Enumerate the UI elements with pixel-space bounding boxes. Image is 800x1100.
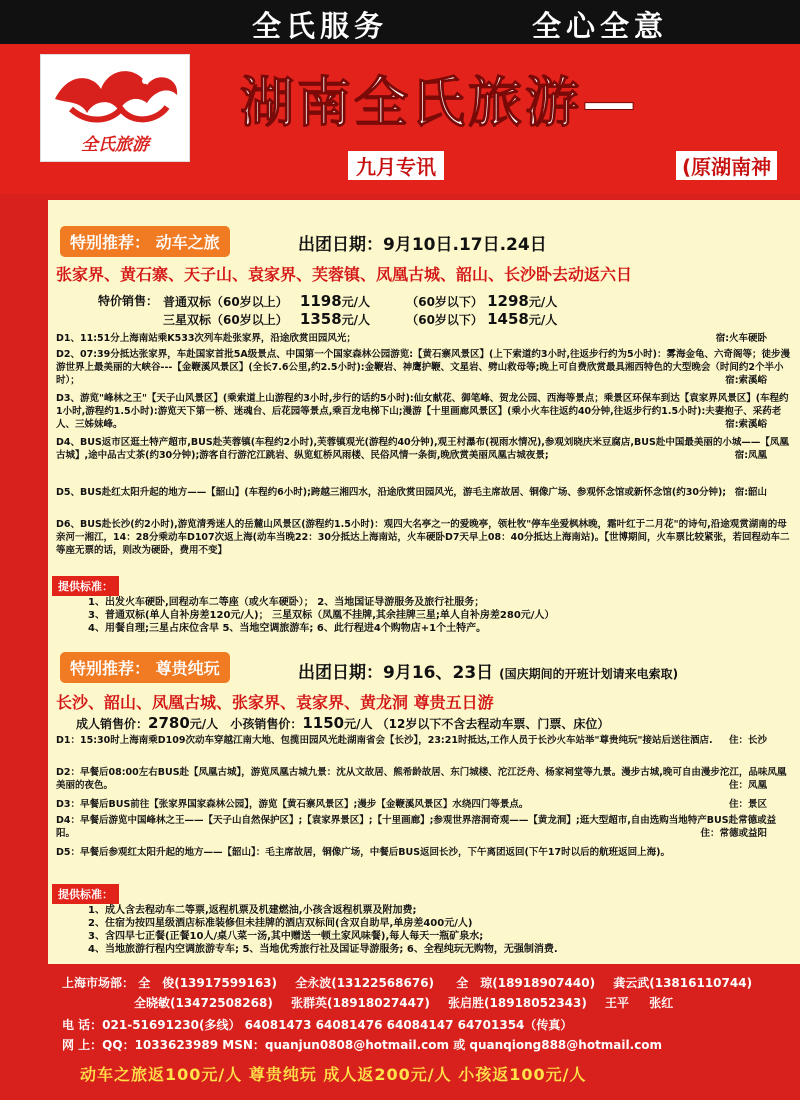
itinerary-day: D2：早餐后08:00左右BUS赴【凤凰古城】，游览凤凰古城九景：沈从文故居、熊希龄故居、东门城楼、沱江泛舟、杨家祠堂等九景。漫步古城,晚可自由漫步沱江，品味凤凰美丽的夜色。 住：凤凰 <box>56 767 787 791</box>
price-row-1: 普通双标（60岁以上） 1198元/人 （60岁以下） 1298元/人 <box>163 292 558 310</box>
section2-provide-list: 1、成人含去程动车二等票,返程机票及机建燃油,小孩含返程机票及附加费; 2、住宿为按四星级酒店标准装修但未挂牌的酒店双标间(含双自助早,单房差400元/人) 3、含四早七正餐(正餐10人/桌八菜一汤,其中赠送一顿土家风味餐),每人每天一瓶矿泉水; 4、当地旅游行程内空调旅游专车; 5、当地优秀旅行社及国证导游服务; 6、全程纯玩无购物，无强制消费. <box>88 905 558 955</box>
itinerary-day: D5：早餐后参观红太阳升起的地方——【韶山】：毛主席故居，铜像广场，中餐后BUS返回长沙，下午离团返回(下午17时以后的航班返回上海)。 <box>56 847 670 858</box>
section2-date: 出团日期：9月16、23日 (国庆期间的开班计划请来电索取) <box>298 663 679 683</box>
itinerary-day: D2、07:39分抵达张家界，车赴国家首批5A级景点、中国第一个国家森林公园游览:【黄石寨风景区】(上下索道约3小时,往返步行约为5小时)：雾海金龟、六奇阁等；徒步漫游世界上最美丽的大峡谷---【金鞭溪风景区】(全长7.6公里,约2.5小时):金鞭岩、神鹰护鞭、文星岩、劈山救母等;晚上可自费欣赏最具湘西特色的大型晚会（时间约2个半小时）； 宿:索溪峪 <box>56 349 791 386</box>
section2-route: 长沙、韶山、凤凰古城、张家界、袁家界、黄龙洞 尊贵五日游 <box>56 693 494 712</box>
section2-prices: 成人销售价：2780元/人 小孩销售价：1150元/人 （12岁以下不含去程动车票、门票、床位） <box>76 714 610 732</box>
itinerary-panel <box>48 200 800 964</box>
itinerary-day: D3、游览"峰林之王"【天子山风景区】(乘索道上山游程约3小时,步行的话约5小时):仙女献花、御笔峰、贺龙公园、西海等景点；乘景区环保车到达【袁家界风景区】(车程约1小时,游程约1.5小时):游览天下第一桥、迷魂台、后花园等景点,乘百龙电梯下山;漫游【十里画廊风景区】(乘小火车往返约40分钟,往返步行约1.5小时):夫妻抱子、采药老人、三姊妹峰。 宿:索溪峪 <box>56 393 789 430</box>
itinerary-day: D1、11:51分上海南站乘K533次列车赴张家界，沿途欣赏田园风光； 宿:火车硬卧 <box>56 333 767 344</box>
itinerary-day: D1：15:30时上海南乘D109次动车穿越江南大地、包揽田园风光赴湖南省会【长沙】，23:21时抵达,工作人员于长沙火车站举"尊贵纯玩"接站后送往酒店. 住：长沙 <box>56 735 767 746</box>
slogan-right: 全心全意 <box>532 9 669 43</box>
itinerary-day: D5、BUS赴红太阳升起的地方——【韶山】(车程约6小时);跨越三湘四水，沿途欣赏田园风光，游毛主席故居、铜像广场、参观怀念馆或新怀念馆(约30分钟); 宿:韶山 <box>56 487 767 498</box>
contact-footer <box>0 966 800 1100</box>
itinerary-day: D4：早餐后游览中国峰林之王——【天子山自然保护区】;【袁家界景区】;【十里画廊】;参观世界溶洞奇观——【黄龙洞】;逛大型超市,自由选购当地特产BUS赴常德或益阳。 住：常德或益阳 <box>56 815 777 839</box>
price-row-2: 三星双标（60岁以上） 1358元/人 （60岁以下） 1458元/人 <box>163 310 558 328</box>
itinerary-day: D3：早餐后BUS前往【张家界国家森林公园】，游览【黄石寨风景区】;漫步【金鞭溪风景区】水绕四门等景点。 住：景区 <box>56 799 767 810</box>
itinerary-day: D4、BUS返市区逛土特产超市,BUS赴芙蓉镇(车程约2小时),芙蓉镇观光(游程约40分钟),观王村瀑布(视雨水情况),参观刘晓庆米豆腐店,BUS赴中国最美丽的小城——【凤凰古城】,途中品古丈茶(约30分钟);游客自行游沱江跳岩、纵览虹桥风雨楼、民俗风情一条街,晚欣赏美丽凤凰古城夜景; 宿:凤凰 <box>56 437 789 461</box>
section1-price-label: 特价销售： <box>98 294 159 308</box>
itinerary-day: D6、BUS赴长沙(约2小时),游览清秀迷人的岳麓山风景区(游程约1.5小时)：观四大名亭之一的爱晚亭，领杜牧"停车坐爱枫林晚，霜叶红于二月花"的诗句,沿途观赏湖南的母亲河一湘江，14：28分乘动车D107次返上海(动车当晚22：30分抵达上海南站，火车硬卧D7天早上08：40分抵达上海南站)。【世博期间，火车票比较紧张，若回程动车二等座无票的话，则改为硬卧，费用不变】 <box>56 519 790 556</box>
section2-tag: 特别推荐： 尊贵纯玩 <box>60 652 230 683</box>
contact-row-1: 上海市场部： 全 俊(13917599163) 全永波(13122568676) 全 琼(18918907440) 龚云武(13816110744) <box>62 976 753 990</box>
section1-date: 出团日期：9月10日.17日.24日 <box>298 235 547 255</box>
phone-line: 电 话：021-51691230(多线） 64081473 64081476 64084147 64701354（传真） <box>62 1018 573 1032</box>
company-logo <box>40 54 190 162</box>
slogan-left: 全氏服务 <box>252 9 389 43</box>
web-line: 网 上：QQ：1033623989 MSN：quanjun0808@hotmail.com 或 quanqiong888@hotmail.com <box>62 1038 663 1052</box>
header <box>0 44 800 194</box>
top-slogan-bar <box>0 0 800 44</box>
contact-row-2: 全晓敏(13472508268) 张群英(18918027447) 张启胜(18918052343) 王平 张红 <box>134 996 674 1010</box>
section1-provide-tag: 提供标准： <box>52 576 119 596</box>
section1-route: 张家界、黄石寨、天子山、袁家界、芙蓉镇、凤凰古城、韶山、长沙卧去动返六日 <box>56 265 633 284</box>
section2-provide-tag: 提供标准： <box>52 884 119 904</box>
section1-provide-list: 1、出发火车硬卧,回程动车二等座（或火车硬卧）； 2、当地国证导游服务及旅行社服务； 3、普通双标(单人自补房差120元/人)； 三星双标（凤凰不挂牌,其余挂牌三星;单人自补房差280元/人） 4、用餐自理;三星占床位含早 5、当地空调旅游车; 6、此行程进4个购物店+1个土特产。 <box>88 597 555 634</box>
logo-caption: 全氏旅游 <box>81 135 149 155</box>
issue-label: 九月专讯 <box>348 151 444 180</box>
rebate-line: 动车之旅返100元/人 尊贵纯玩 成人返200元/人 小孩返100元/人 <box>80 1065 587 1084</box>
former-name-label: (原湖南神 <box>676 151 777 180</box>
company-title: 湖南全氏旅游— <box>240 71 639 134</box>
dragon-icon <box>41 55 191 135</box>
section1-tag: 特别推荐： 动车之旅 <box>60 226 230 257</box>
